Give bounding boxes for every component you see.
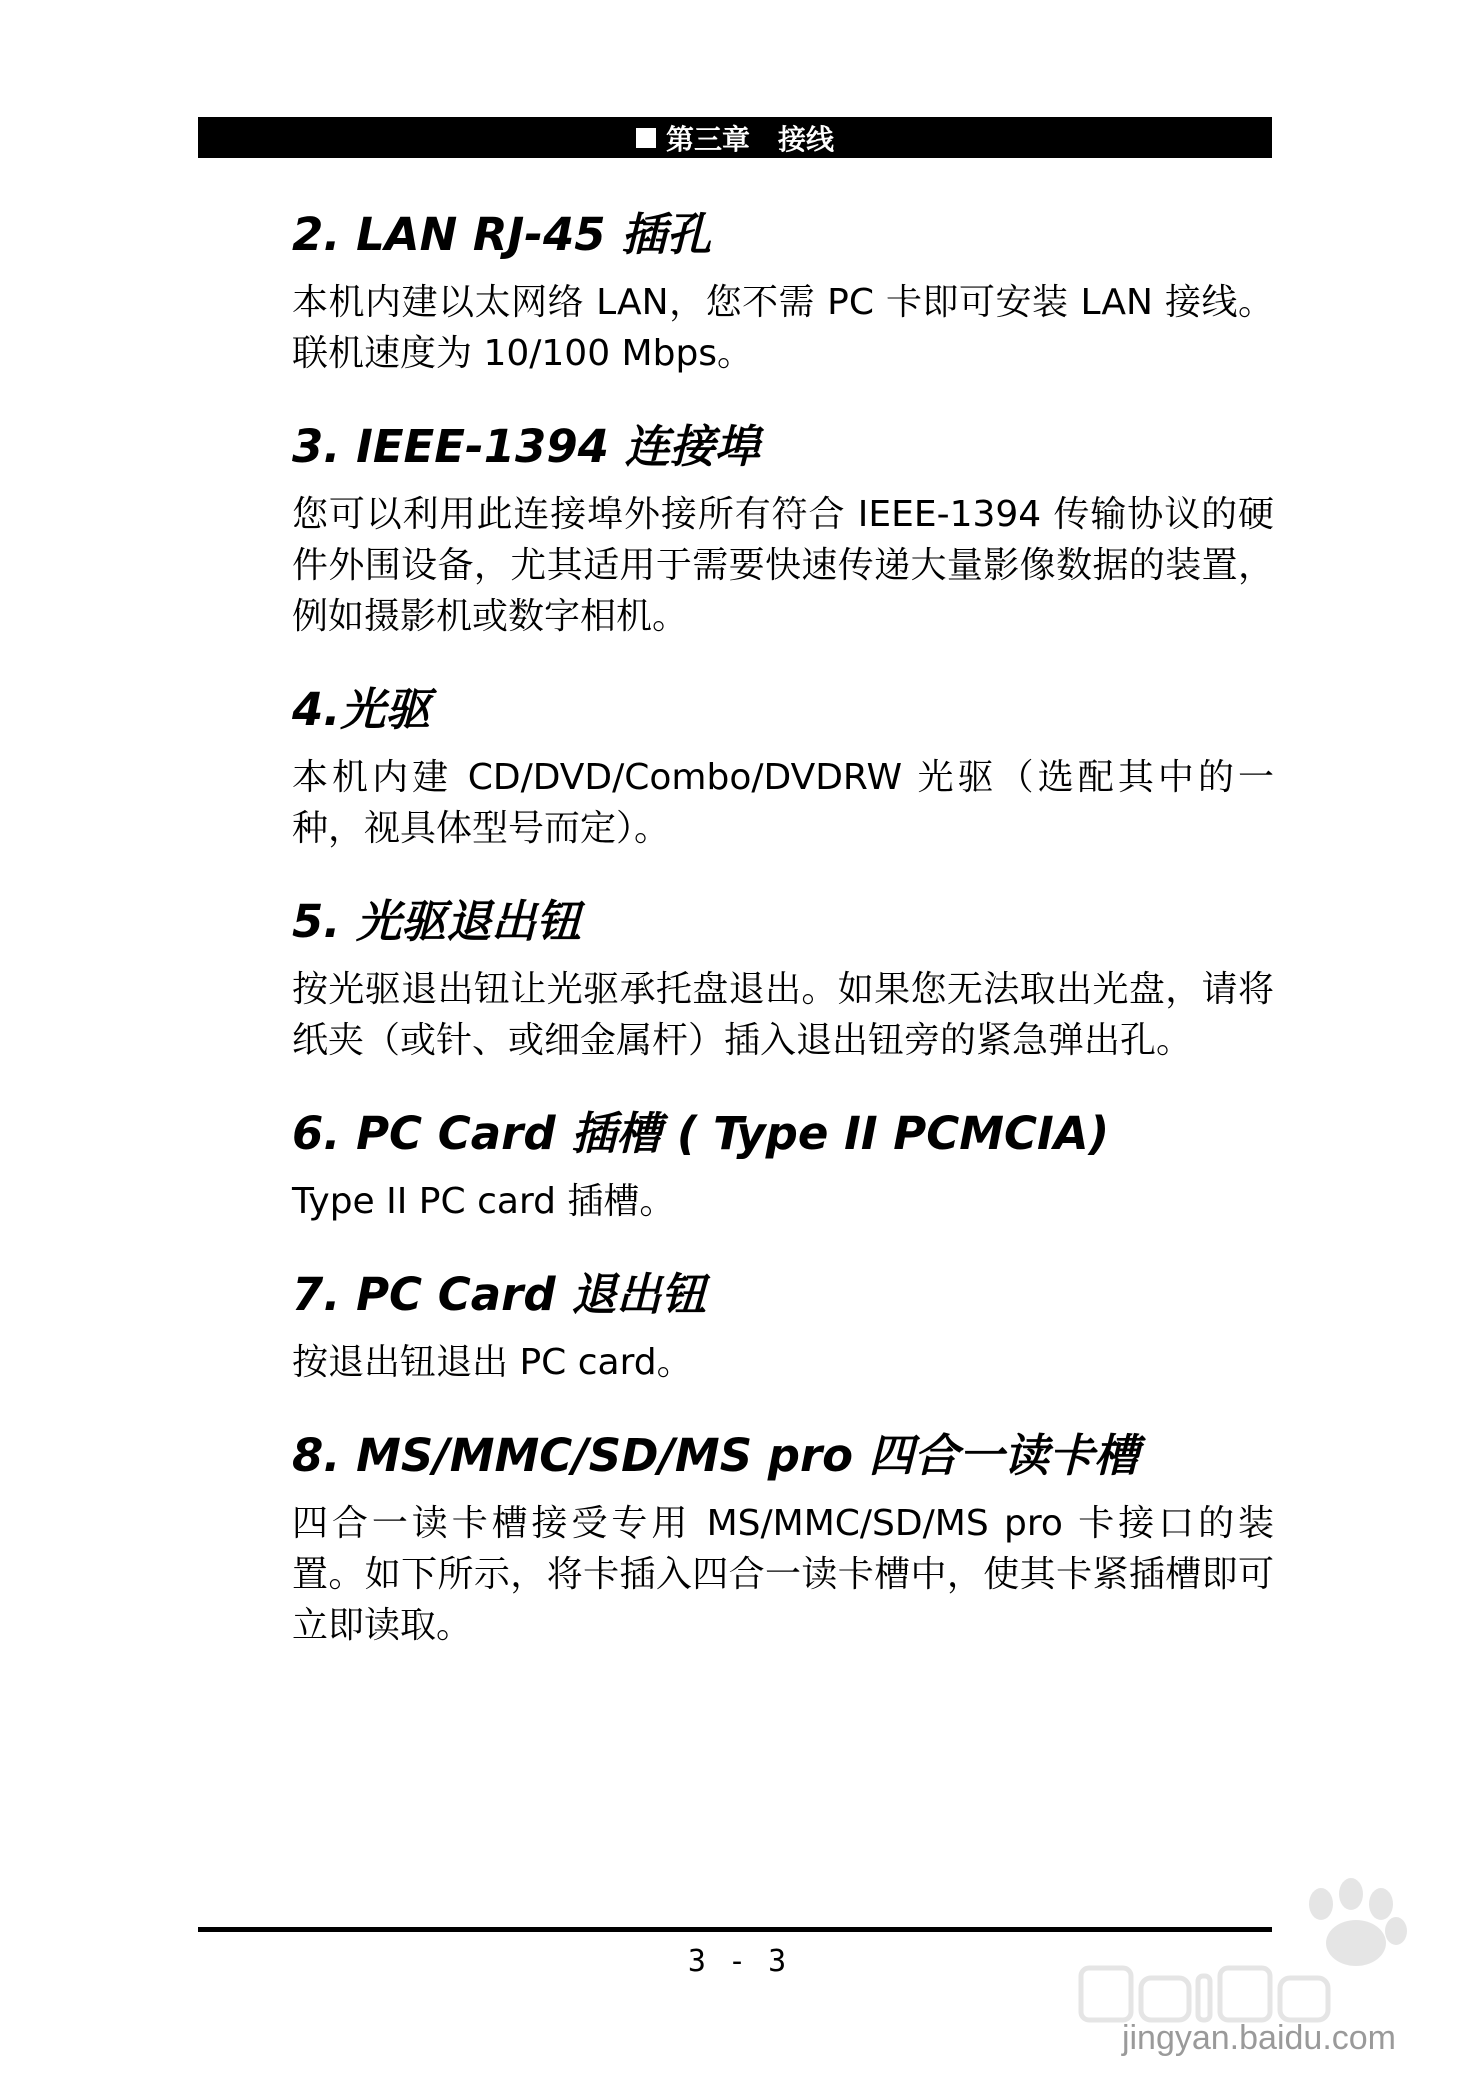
page-number: 3 - 3 (687, 1944, 789, 1979)
section-title: 8. MS/MMC/SD/MS pro 四合一读卡槽 (292, 1429, 1139, 1482)
section-optical-drive (292, 680, 1274, 854)
section-body: 您可以利用此连接埠外接所有符合 IEEE-1394 传输协议的硬件外围设备，尤其适用于需要快速传递大量影像数据的装置，例如摄影机或数字相机。 (292, 494, 1274, 637)
square-bullet-icon (636, 128, 656, 148)
section-title: 5. 光驱退出钮 (292, 895, 582, 948)
section-card-reader (292, 1426, 1274, 1651)
section-body: 按退出钮退出 PC card。 (292, 1342, 693, 1383)
section-pc-card-eject (292, 1265, 1274, 1388)
section-title: 2. LAN RJ-45 插孔 (292, 208, 712, 261)
section-title: 4.光驱 (292, 683, 431, 736)
section-body: 本机内建以太网络 LAN，您不需 PC 卡即可安装 LAN 接线。联机速度为 10/100 Mbps。 (292, 282, 1274, 374)
section-body: 四合一读卡槽接受专用 MS/MMC/SD/MS pro 卡接口的装置。如下所示，将卡插入四合一读卡槽中，使其卡紧插槽即可立即读取。 (292, 1503, 1274, 1646)
section-lan-port (292, 205, 1274, 379)
section-title: 7. PC Card 退出钮 (292, 1268, 707, 1321)
chapter-header-bar (198, 117, 1272, 158)
section-body: Type II PC card 插槽。 (292, 1181, 676, 1222)
section-body: 本机内建 CD/DVD/Combo/DVDRW 光驱（选配其中的一种，视具体型号而定）。 (292, 757, 1274, 849)
watermark-url: jingyan.baidu.com (1121, 2019, 1396, 2057)
section-optical-eject-button (292, 892, 1274, 1066)
section-ieee1394-port (292, 417, 1274, 642)
section-title: 3. IEEE-1394 连接埠 (292, 420, 760, 473)
chapter-header-title: 第三章 接线 (665, 122, 834, 156)
section-pc-card-slot (292, 1104, 1274, 1227)
section-title: 6. PC Card 插槽 ( Type II PCMCIA) (292, 1107, 1110, 1160)
document-content (292, 205, 1274, 1689)
section-body: 按光驱退出钮让光驱承托盘退出。如果您无法取出光盘，请将纸夹（或针、或细金属杆）插入退出钮旁的紧急弹出孔。 (292, 969, 1274, 1061)
